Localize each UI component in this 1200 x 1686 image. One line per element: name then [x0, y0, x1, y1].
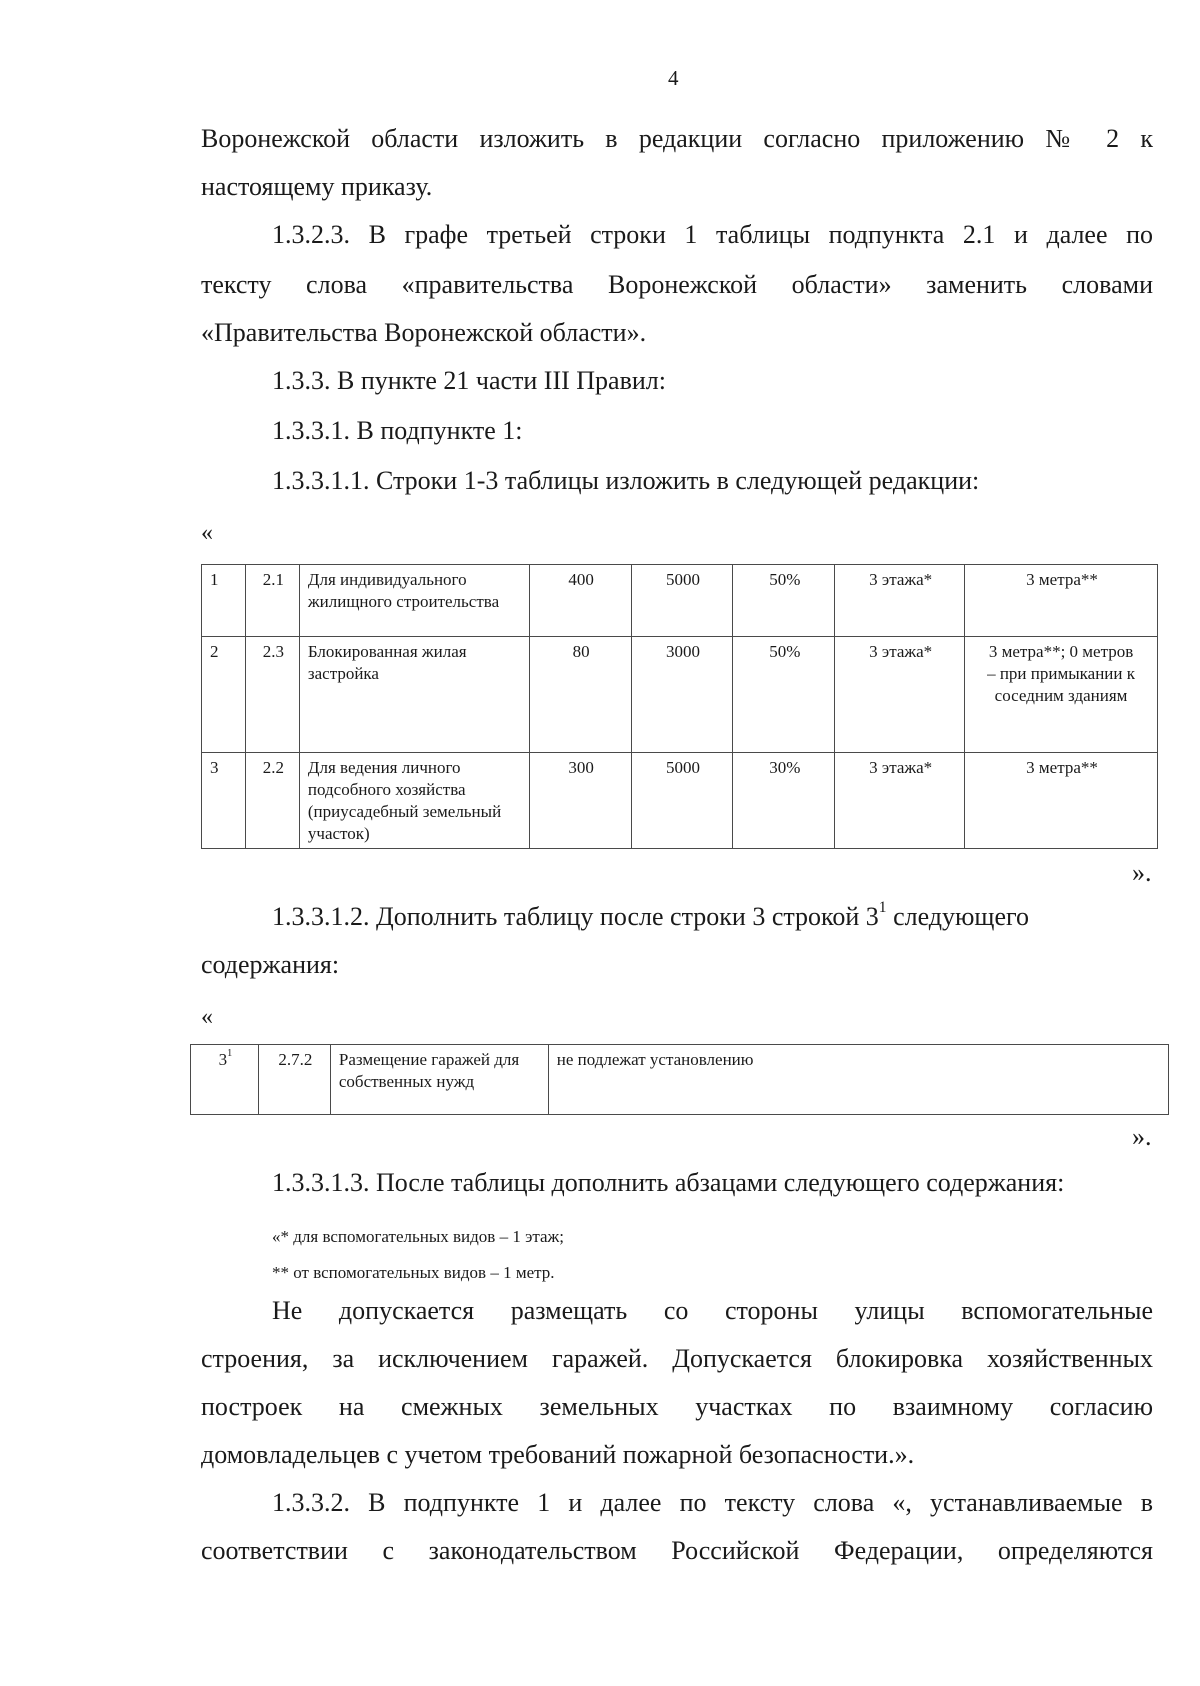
- paragraph-line: Воронежской области изложить в редакции согласно приложению № 2 к: [201, 124, 1153, 153]
- min-area-cell: 80: [529, 637, 631, 753]
- paragraph-line: 1.3.3.1.1. Строки 1-3 таблицы изложить в следующей редакции:: [272, 466, 980, 495]
- paragraph-line: настоящему приказу.: [201, 172, 433, 201]
- code-cell: 2.1: [245, 565, 299, 637]
- paragraph-line: строения, за исключением гаражей. Допускается блокировка хозяйственных: [201, 1344, 1153, 1373]
- table-row: [191, 1045, 1169, 1115]
- floors-cell: 3 этажа*: [835, 565, 965, 637]
- open-quote: «: [201, 1004, 213, 1030]
- setback-cell: 3 метра**: [965, 753, 1158, 849]
- setback-cell: 3 метра**: [965, 565, 1158, 637]
- min-area-cell: 400: [529, 565, 631, 637]
- min-area-cell: 300: [529, 753, 631, 849]
- percent-cell: 50%: [733, 565, 835, 637]
- paragraph-line: 1.3.3.2. В подпункте 1 и далее по тексту слова «, устанавливаемые в: [272, 1488, 1153, 1517]
- paragraph-line: построек на смежных земельных участках по взаимному согласию: [201, 1392, 1153, 1421]
- floors-cell: 3 этажа*: [835, 637, 965, 753]
- row-number: 2: [202, 637, 246, 753]
- name-cell: Для индивидуального жилищного строительства: [299, 565, 529, 637]
- row-number-text: 3: [218, 1050, 228, 1069]
- value-cell: не подлежат установлению: [548, 1045, 1168, 1115]
- paragraph-line: тексту слова «правительства Воронежской области» заменить словами: [201, 270, 1153, 299]
- percent-cell: 50%: [733, 637, 835, 753]
- paragraph-text: следующего: [886, 902, 1030, 931]
- paragraph-line: [272, 899, 1030, 932]
- paragraph-line: 1.3.3.1.3. После таблицы дополнить абзацами следующего содержания:: [272, 1168, 1065, 1197]
- paragraph-line: 1.3.2.3. В графе третьей строки 1 таблицы подпункта 2.1 и далее по: [272, 220, 1153, 249]
- paragraph-line: 1.3.3.1. В подпункте 1:: [272, 416, 523, 445]
- open-quote: «: [201, 520, 213, 546]
- row-number: 3: [202, 753, 246, 849]
- max-area-cell: 3000: [631, 637, 733, 753]
- superscript: 1: [227, 1048, 233, 1060]
- paragraph-line: содержания:: [201, 950, 340, 979]
- name-cell: Для ведения личного подсобного хозяйства (приусадебный земельный участок): [299, 753, 529, 849]
- code-cell: 2.7.2: [258, 1045, 330, 1115]
- paragraph-line: домовладельцев с учетом требований пожарной безопасности.».: [201, 1440, 915, 1469]
- table-row: [202, 753, 1158, 849]
- paragraph-line: 1.3.3. В пункте 21 части III Правил:: [272, 366, 666, 395]
- paragraph-text: 1.3.3.1.2. Дополнить таблицу после строки 3 строкой 3: [272, 902, 879, 931]
- rules-table-1: [201, 564, 1158, 849]
- name-cell: Блокированная жилая застройка: [299, 637, 529, 753]
- paragraph-line: соответствии с законодательством Российской Федерации, определяются: [201, 1536, 1153, 1565]
- table-row: [202, 637, 1158, 753]
- note-line: ** от вспомогательных видов – 1 метр.: [272, 1263, 555, 1282]
- setback-cell: 3 метра**; 0 метров – при примыкании к соседним зданиям: [965, 637, 1158, 753]
- rules-table-2: [190, 1044, 1169, 1115]
- close-quote: ».: [1132, 858, 1152, 887]
- page-number: 4: [668, 66, 679, 90]
- max-area-cell: 5000: [631, 753, 733, 849]
- percent-cell: 30%: [733, 753, 835, 849]
- row-number: 1: [202, 565, 246, 637]
- name-cell: Размещение гаражей для собственных нужд: [330, 1045, 548, 1115]
- floors-cell: 3 этажа*: [835, 753, 965, 849]
- paragraph-line: «Правительства Воронежской области».: [201, 318, 647, 347]
- close-quote: ».: [1132, 1122, 1152, 1151]
- code-cell: 2.2: [245, 753, 299, 849]
- row-number: [191, 1045, 259, 1115]
- note-line: «* для вспомогательных видов – 1 этаж;: [272, 1227, 565, 1246]
- paragraph-line: Не допускается размещать со стороны улицы вспомогательные: [272, 1296, 1153, 1325]
- max-area-cell: 5000: [631, 565, 733, 637]
- code-cell: 2.3: [245, 637, 299, 753]
- superscript: 1: [878, 899, 887, 917]
- table-row: [202, 565, 1158, 637]
